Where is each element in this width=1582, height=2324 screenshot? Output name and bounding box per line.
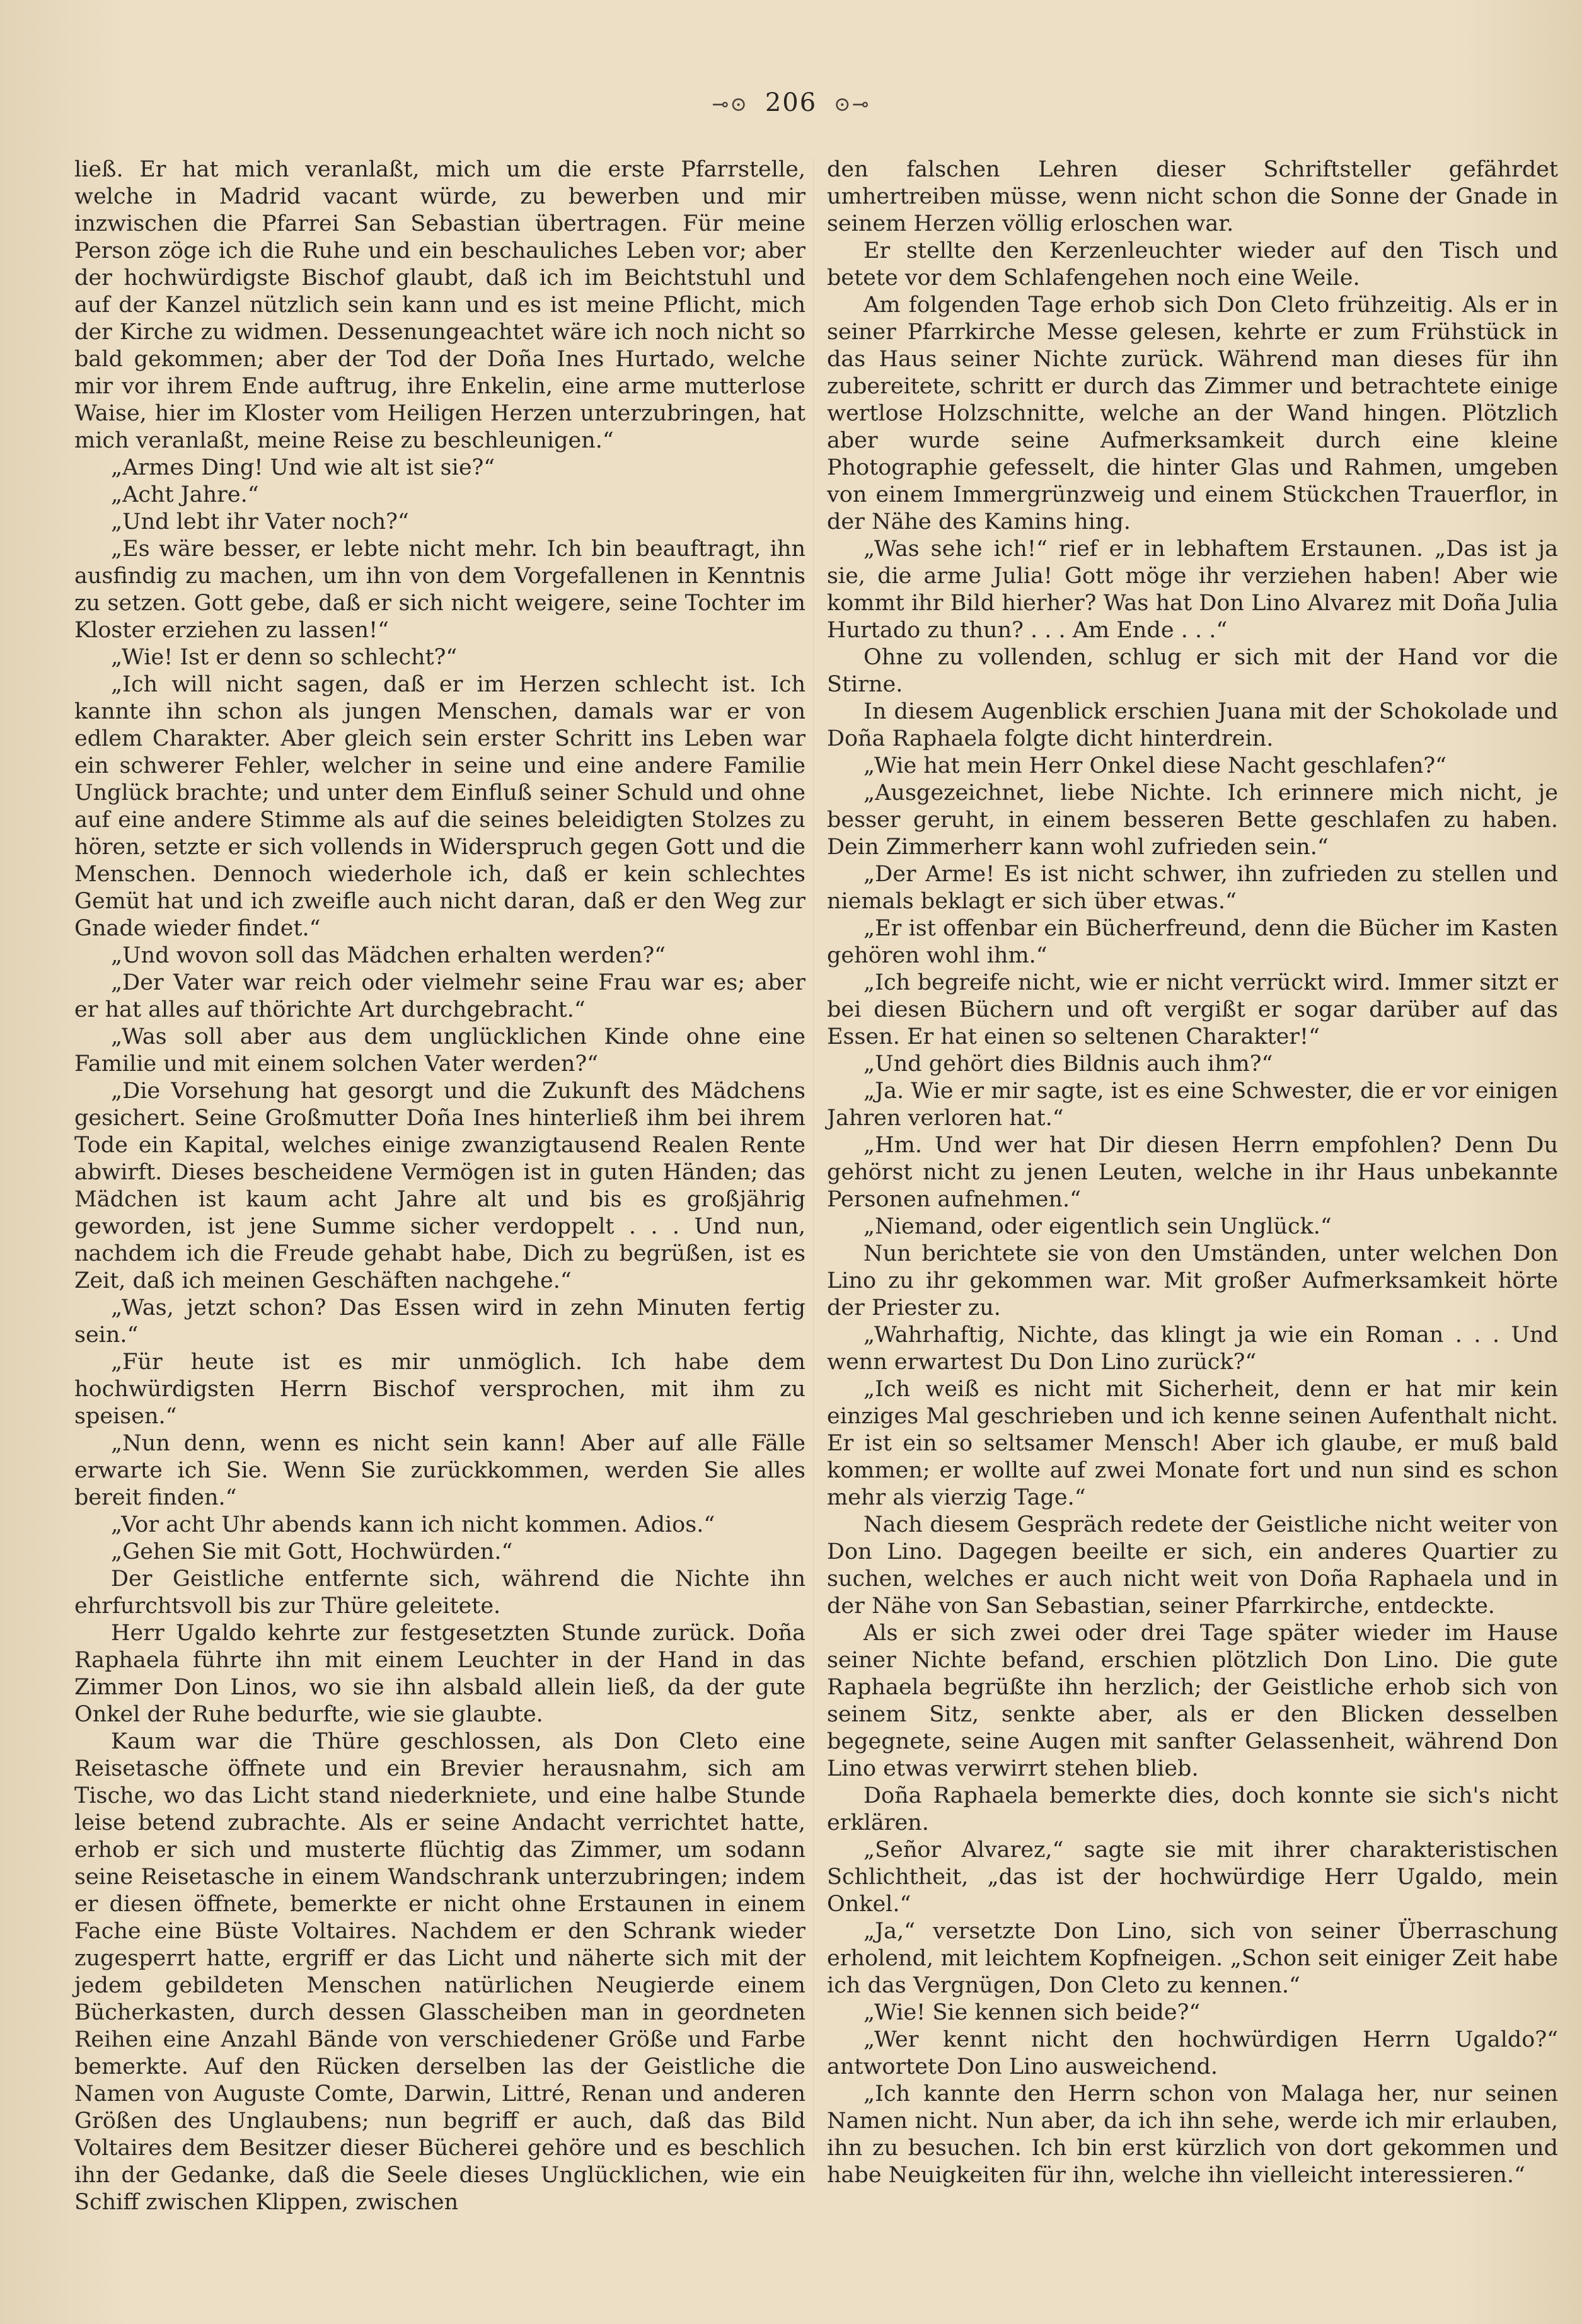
paragraph: „Ja,“ versetzte Don Lino, sich von seiner Überraschung erholend, mit leichtem Kopfneigen. „Schon seit einiger Zeit habe ich das Vergnügen, Don Cleto zu kennen.“ xyxy=(827,1919,1558,1998)
paragraph: „Was, jetzt schon? Das Essen wird in zehn Minuten fertig sein.“ xyxy=(74,1295,805,1348)
paragraph: „Ja. Wie er mir sagte, ist es eine Schwester, die er vor einigen Jahren verloren hat.“ xyxy=(827,1078,1558,1131)
paragraph: „Niemand, oder eigentlich sein Unglück.“ xyxy=(863,1214,1332,1239)
paragraph: ließ. Er hat mich veranlaßt, mich um die erste Pfarrstelle, welche in Madrid vacant würde, zu bewerben und mir inzwischen die Pfarrei San Sebastian übertragen. Für meine Person zöge ich die Ruhe und ein beschauliches Leben vor; aber der hochwürdigste Bischof glaubt, daß ich im Beichtstuhl und auf der Kanzel nützlich sein kann und es ist meine Pflicht, mich der Kirche zu widmen. Dessenungeachtet wäre ich noch nicht so bald gekommen; aber der Tod der Doña Ines Hurtado, welche mir vor ihrem Ende auftrug, ihre Enkelin, eine arme mutterlose Waise, hier im Kloster vom Heiligen Herzen unterzubringen, hat mich veranlaßt, meine Reise zu beschleunigen.“ xyxy=(74,157,805,453)
paragraph: „Und lebt ihr Vater noch?“ xyxy=(111,509,409,535)
paragraph: „Wer kennt nicht den hochwürdigen Herrn Ugaldo?“ antwortete Don Lino ausweichend. xyxy=(827,2027,1558,2079)
paragraph: „Vor acht Uhr abends kann ich nicht kommen. Adios.“ xyxy=(111,1512,715,1537)
paragraph: „Gehen Sie mit Gott, Hochwürden.“ xyxy=(111,1539,513,1564)
paragraph: „Ich will nicht sagen, daß er im Herzen schlecht ist. Ich kannte ihn schon als jungen Menschen, damals war er von edlem Charakter. Aber gleich sein erster Schritt ins Leben war ein schwerer Fehler, welcher in seine und eine andere Familie Unglück brachte; und unter dem Einfluß seiner Schuld und ohne auf eine andere Stimme als auf die seines beleidigten Stolzes zu hören, setzte er sich vollends in Widerspruch gegen Gott und die Menschen. Dennoch wiederhole ich, daß er kein schlechtes Gemüt hat und ich zweifle auch nicht daran, daß er den Weg zur Gnade wieder findet.“ xyxy=(74,672,805,941)
paragraph: „Acht Jahre.“ xyxy=(111,482,259,507)
paragraph: „Und gehört dies Bildnis auch ihm?“ xyxy=(863,1051,1273,1077)
page-header xyxy=(0,88,1582,117)
paragraph: „Señor Alvarez,“ sagte sie mit ihrer charakteristischen Schlichtheit, „das ist der hochwürdige Herr Ugaldo, mein Onkel.“ xyxy=(827,1837,1558,1917)
paragraph: „Wie! Ist er denn so schlecht?“ xyxy=(111,645,458,670)
paragraph: Der Geistliche entfernte sich, während die Nichte ihn ehrfurchtsvoll bis zur Thüre geleitete. xyxy=(74,1566,805,1619)
paragraph: „Es wäre besser, er lebte nicht mehr. Ich bin beauftragt, ihn ausfindig zu machen, um ihn von dem Vorgefallenen in Kenntnis zu setzen. Gott gebe, daß er sich nicht weigere, seine Tochter im Kloster erziehen zu lassen!“ xyxy=(74,536,805,643)
paragraph: Am folgenden Tage erhob sich Don Cleto frühzeitig. Als er in seiner Pfarrkirche Messe gelesen, kehrte er zum Frühstück in das Haus seiner Nichte zurück. Während man dieses für ihn zubereitete, schritt er durch das Zimmer und betrachtete einige wertlose Holzschnitte, welche an der Wand hingen. Plötzlich aber wurde seine Aufmerksamkeit durch eine kleine Photographie gefesselt, die hinter Glas und Rahmen, umgeben von einem Immergrünzweig und einem Stückchen Trauerflor, in der Nähe des Kamins hing. xyxy=(827,292,1558,535)
paragraph: „Ich kannte den Herrn schon von Malaga her, nur seinen Namen nicht. Nun aber, da ich ihn sehe, werde ich mir erlauben, ihn zu besuchen. Ich bin erst kürzlich von dort gekommen und habe Neuigkeiten für ihn, welche ihn vielleicht interessieren.“ xyxy=(827,2081,1558,2188)
paragraph: „Armes Ding! Und wie alt ist sie?“ xyxy=(111,455,495,480)
paragraph: „Ausgezeichnet, liebe Nichte. Ich erinnere mich nicht, je besser geruht, in einem besseren Bette geschlafen zu haben. Dein Zimmerherr kann wohl zufrieden sein.“ xyxy=(827,780,1558,860)
left-ornament-icon: ⊸⊙ xyxy=(712,92,749,116)
paragraph: Herr Ugaldo kehrte zur festgesetzten Stunde zurück. Doña Raphaela führte ihn mit einem Leuchter in der Hand in das Zimmer Don Linos, wo sie ihn alsbald allein ließ, da der gute Onkel der Ruhe bedurfte, wie sie glaubte. xyxy=(74,1621,805,1727)
paragraph: Ohne zu vollenden, schlug er sich mit der Hand vor die Stirne. xyxy=(827,645,1558,697)
paragraph: den falschen Lehren dieser Schriftsteller gefährdet umhertreiben müsse, wenn nicht schon die Sonne der Gnade in seinem Herzen völlig erloschen war. xyxy=(827,157,1558,236)
paragraph: „Wahrhaftig, Nichte, das klingt ja wie ein Roman . . . Und wenn erwartest Du Don Lino zurück?“ xyxy=(827,1322,1558,1375)
paragraph: „Ich weiß es nicht mit Sicherheit, denn er hat mir kein einziges Mal geschrieben und ich kenne seinen Aufenthalt nicht. Er ist ein so seltsamer Mensch! Aber ich glaube, er muß bald kommen; er wollte auf zwei Monate fort und nun sind es schon mehr als vierzig Tage.“ xyxy=(827,1377,1558,1510)
page-number: 206 xyxy=(765,88,817,117)
paragraph: Doña Raphaela bemerkte dies, doch konnte sie sich's nicht erklären. xyxy=(827,1783,1558,1835)
paragraph: Nun berichtete sie von den Umständen, unter welchen Don Lino zu ihr gekommen war. Mit großer Aufmerksamkeit hörte der Priester zu. xyxy=(827,1241,1558,1321)
left-column xyxy=(74,156,805,2216)
paragraph: Er stellte den Kerzenleuchter wieder auf den Tisch und betete vor dem Schlafengehen noch eine Weile. xyxy=(827,238,1558,291)
paragraph: Kaum war die Thüre geschlossen, als Don Cleto eine Reisetasche öffnete und ein Brevier herausnahm, sich am Tische, wo das Licht stand niederkniete, und eine halbe Stunde leise betend zubrachte. Als er seine Andacht verrichtet hatte, erhob er sich und musterte flüchtig das Zimmer, um sodann seine Reisetasche in einem Wandschrank unterzubringen; indem er diesen öffnete, bemerkte er nicht ohne Erstaunen in einem Fache eine Büste Voltaires. Nachdem er den Schrank wieder zugesperrt hatte, ergriff er das Licht und näherte sich mit der jedem gebildeten Menschen natürlichen Neugierde einem Bücherkasten, durch dessen Glasscheiben man in geordneten Reihen eine Anzahl Bände von verschiedener Größe und Farbe bemerkte. Auf den Rücken derselben las der Geistliche die Namen von Auguste Comte, Darwin, Littré, Renan und anderen Größen des Unglaubens; nun begriff er auch, daß das Bild Voltaires dem Besitzer dieser Bücherei gehöre und es beschlich ihn der Gedanke, daß die Seele dieses Unglücklichen, wie ein Schiff zwischen Klippen, zwischen xyxy=(74,1729,805,2215)
paragraph: „Hm. Und wer hat Dir diesen Herrn empfohlen? Denn Du gehörst nicht zu jenen Leuten, welche in ihr Haus unbekannte Personen aufnehmen.“ xyxy=(827,1133,1558,1212)
paragraph: In diesem Augenblick erschien Juana mit der Schokolade und Doña Raphaela folgte dicht hinterdrein. xyxy=(827,699,1558,751)
column-divider xyxy=(813,158,814,2162)
paragraph: „Der Vater war reich oder vielmehr seine Frau war es; aber er hat alles auf thörichte Art durchgebracht.“ xyxy=(74,970,805,1022)
paragraph: „Wie! Sie kennen sich beide?“ xyxy=(863,2000,1201,2025)
paragraph: „Er ist offenbar ein Bücherfreund, denn die Bücher im Kasten gehören wohl ihm.“ xyxy=(827,916,1558,968)
paragraph: „Und wovon soll das Mädchen erhalten werden?“ xyxy=(111,943,666,968)
paragraph: „Für heute ist es mir unmöglich. Ich habe dem hochwürdigsten Herrn Bischof versprochen, mit ihm zu speisen.“ xyxy=(74,1350,805,1429)
paragraph: „Was soll aber aus dem unglücklichen Kinde ohne eine Familie und mit einem solchen Vater werden?“ xyxy=(74,1024,805,1077)
paragraph: Als er sich zwei oder drei Tage später wieder im Hause seiner Nichte befand, erschien plötzlich Don Lino. Die gute Raphaela begrüßte ihn herzlich; der Geistliche erhob sich von seinem Sitz, senkte aber, als er den Blicken desselben begegnete, seine Augen mit sanfter Gelassenheit, während Don Lino etwas verwirrt stehen blieb. xyxy=(827,1621,1558,1781)
right-ornament-icon: ⊙⊸ xyxy=(833,92,870,116)
paragraph: „Die Vorsehung hat gesorgt und die Zukunft des Mädchens gesichert. Seine Großmutter Doña Ines hinterließ ihm bei ihrem Tode ein Kapital, welches einige zwanzigtausend Realen Rente abwirft. Dieses bescheidene Vermögen ist in guten Händen; das Mädchen ist kaum acht Jahre alt und bis es großjährig geworden, ist jene Summe sicher verdoppelt . . . Und nun, nachdem ich die Freude gehabt habe, Dich zu begrüßen, ist es Zeit, daß ich meinen Geschäften nachgehe.“ xyxy=(74,1078,805,1293)
paragraph: „Ich begreife nicht, wie er nicht verrückt wird. Immer sitzt er bei diesen Büchern und oft vergißt er sogar darüber auf das Essen. Er hat einen so seltenen Charakter!“ xyxy=(827,970,1558,1049)
paragraph: „Wie hat mein Herr Onkel diese Nacht geschlafen?“ xyxy=(863,753,1447,778)
paragraph: „Nun denn, wenn es nicht sein kann! Aber auf alle Fälle erwarte ich Sie. Wenn Sie zurückkommen, werden Sie alles bereit finden.“ xyxy=(74,1431,805,1510)
paragraph: Nach diesem Gespräch redete der Geistliche nicht weiter von Don Lino. Dagegen beeilte er sich, ein anderes Quartier zu suchen, welches er auch nicht weit von Doña Raphaela und in der Nähe von San Sebastian, seiner Pfarrkirche, entdeckte. xyxy=(827,1512,1558,1619)
paragraph: „Was sehe ich!“ rief er in lebhaftem Erstaunen. „Das ist ja sie, die arme Julia! Gott möge ihr verziehen haben! Aber wie kommt ihr Bild hierher? Was hat Don Lino Alvarez mit Doña Julia Hurtado zu thun? . . . Am Ende . . .“ xyxy=(827,536,1558,643)
right-column xyxy=(827,156,1558,2189)
paragraph: „Der Arme! Es ist nicht schwer, ihn zufrieden zu stellen und niemals beklagt er sich über etwas.“ xyxy=(827,862,1558,914)
